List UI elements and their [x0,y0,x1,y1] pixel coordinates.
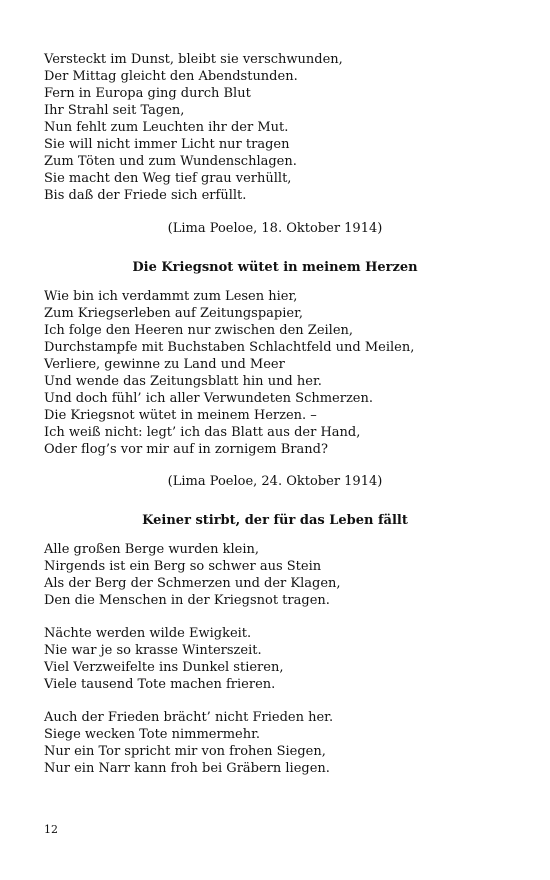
poem-line: Sie macht den Weg tief grau verhüllt, [44,171,292,186]
poem-line: Verliere, gewinne zu Land und Meer [44,357,285,372]
poem-line: Oder flog’s vor mir auf in zornigem Brand? [44,442,328,457]
poem-line: Nur ein Tor spricht mir von frohen Siegen, [44,744,326,759]
poem-title: Die Kriegsnot wütet in meinem Herzen [132,260,418,275]
poem-line: Viele tausend Tote machen frieren. [44,677,276,692]
poem-date: (Lima Poeloe, 18. Oktober 1914) [167,221,383,236]
poem-line: Versteckt im Dunst, bleibt sie verschwunden, [44,52,343,67]
poem-line: Nie war je so krasse Winterszeit. [44,643,262,658]
poem-line: Die Kriegsnot wütet in meinem Herzen. – [44,408,317,423]
poem-line: Und doch fühl’ ich aller Verwundeten Schmerzen. [44,391,373,406]
poem-line: Siege wecken Tote nimmermehr. [44,727,261,742]
poem-line: Der Mittag gleicht den Abendstunden. [44,69,298,84]
poem-line: Auch der Frieden brächt’ nicht Frieden her. [44,710,334,725]
poem-line: Sie will nicht immer Licht nur tragen [44,137,290,152]
poem-line: Fern in Europa ging durch Blut [44,86,251,101]
page-number: 12 [44,823,58,836]
poem-line: Viel Verzweifelte ins Dunkel stieren, [44,660,284,675]
poem-line: Nun fehlt zum Leuchten ihr der Mut. [44,120,289,135]
poem-line: Ich folge den Heeren nur zwischen den Zeilen, [44,323,354,338]
poem-line: Durchstampfe mit Buchstaben Schlachtfeld und Meilen, [44,340,415,355]
poem-title: Keiner stirbt, der für das Leben fällt [142,513,408,528]
poem-line: Ich weiß nicht: legt’ ich das Blatt aus der Hand, [44,425,361,440]
poem-line: Nirgends ist ein Berg so schwer aus Stein [44,559,322,574]
poem-line: Den die Menschen in der Kriegsnot tragen. [44,593,330,608]
poem-line: Ihr Strahl seit Tagen, [44,103,185,118]
poem-line: Zum Kriegserleben auf Zeitungspapier, [44,306,303,321]
poem-line: Nächte werden wilde Ewigkeit. [44,626,252,641]
poem-line: Nur ein Narr kann froh bei Gräbern liegen. [44,761,330,776]
poem-date: (Lima Poeloe, 24. Oktober 1914) [167,474,383,489]
poem-line: Wie bin ich verdammt zum Lesen hier, [44,289,298,304]
poem-line: Alle großen Berge wurden klein, [44,542,260,557]
poem-line: Und wende das Zeitungsblatt hin und her. [44,374,322,389]
poem-line: Bis daß der Friede sich erfüllt. [44,188,247,203]
poem-line: Als der Berg der Schmerzen und der Klagen, [44,576,341,591]
poem-line: Zum Töten und zum Wundenschlagen. [44,154,297,169]
